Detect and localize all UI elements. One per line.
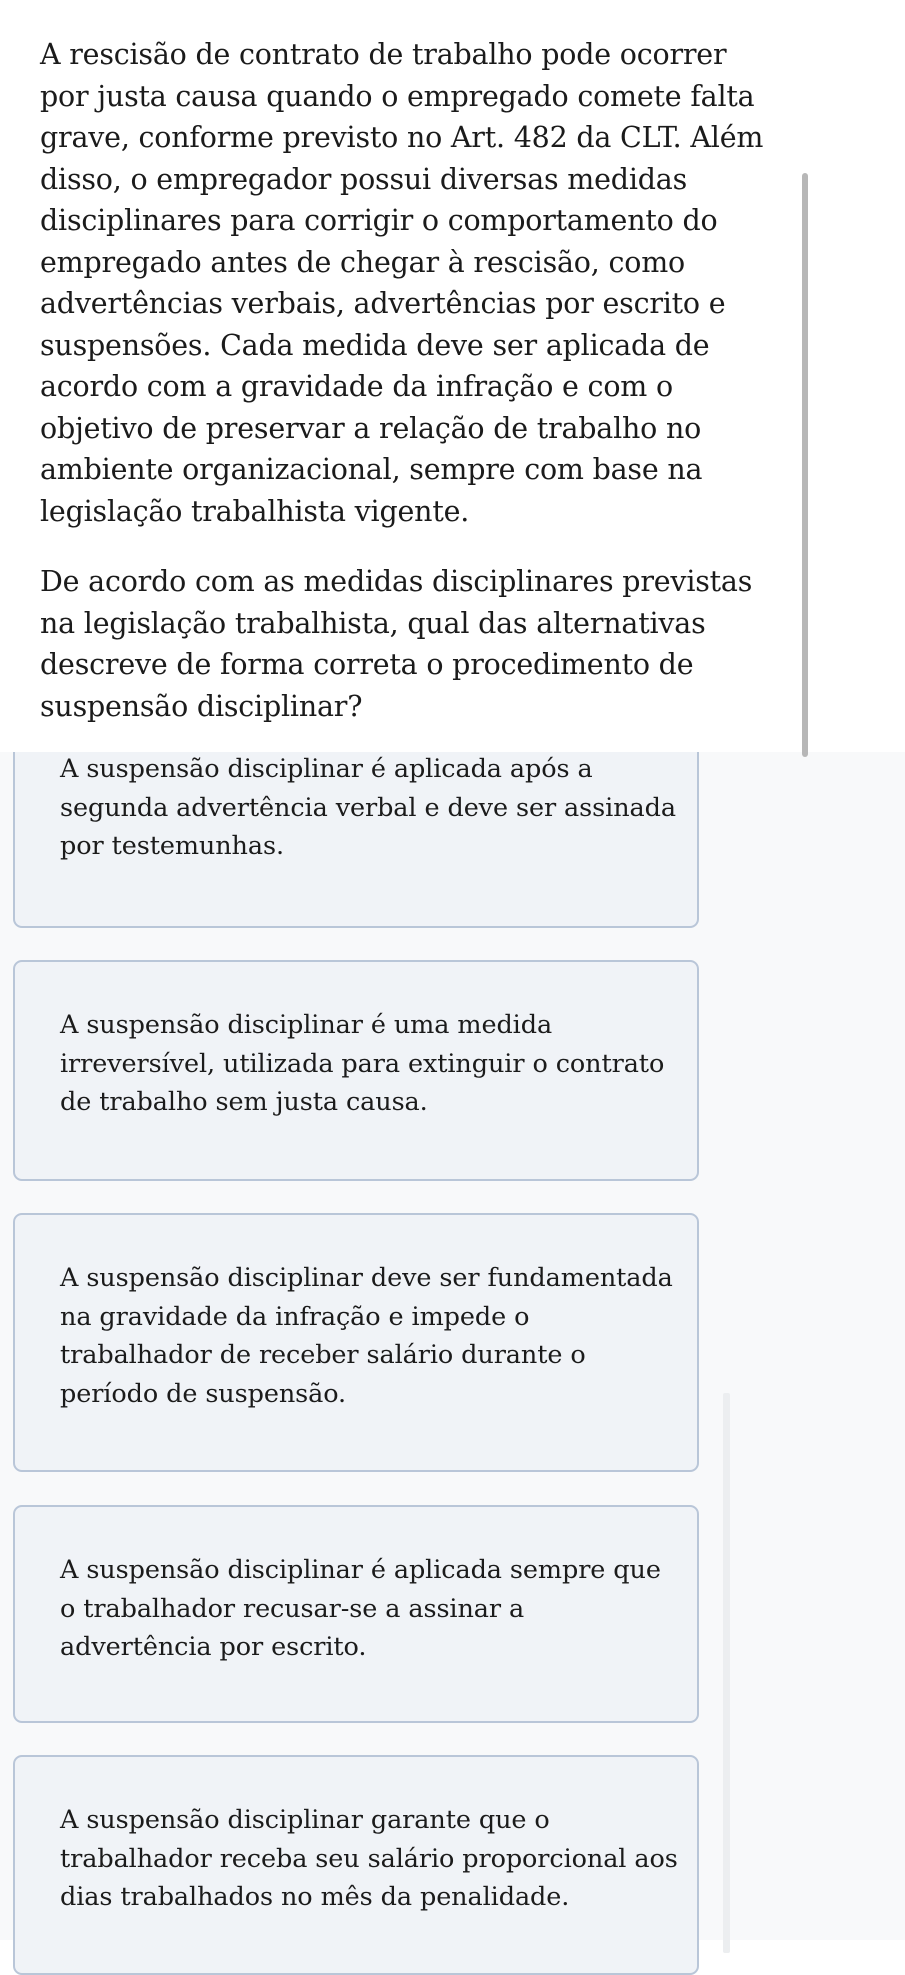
answer-option-b[interactable] — [13, 960, 699, 1181]
question-prompt: De acordo com as medidas disciplinares previstas na legislação trabalhista, qual das alternativas descreve de forma correta o procedimento de suspensão disciplinar? — [40, 565, 753, 723]
page-scrollbar[interactable] — [723, 1393, 730, 1953]
answer-option-c[interactable] — [13, 1213, 699, 1472]
question-scrollbar[interactable] — [802, 173, 808, 757]
answer-option-text: A suspensão disciplinar deve ser fundamentada na gravidade da infração e impede o trabalhador de receber salário durante o período de suspensão. — [60, 1263, 673, 1409]
answer-option-d[interactable] — [13, 1505, 699, 1723]
answer-option-text: A suspensão disciplinar garante que o trabalhador receba seu salário proporcional aos dias trabalhados no mês da penalidade. — [60, 1805, 678, 1912]
question-context: A rescisão de contrato de trabalho pode ocorrer por justa causa quando o empregado comete falta grave, conforme previsto no Art. 482 da CLT. Além disso, o empregador possui diversas medidas disciplinares para corrigir o comportamento do empregado antes de chegar à rescisão, como advertências verbais, advertências por escrito e suspensões. Cada medida deve ser aplicada de acordo com a gravidade da infração e com o objetivo de preservar a relação de trabalho no ambiente organizacional, sempre com base na legislação trabalhista vigente. — [40, 38, 764, 528]
answer-option-a[interactable] — [13, 740, 699, 928]
question-panel — [0, 0, 905, 752]
answer-option-text: A suspensão disciplinar é aplicada após a segunda advertência verbal e deve ser assinada por testemunhas. — [60, 754, 676, 861]
answer-option-e[interactable] — [13, 1755, 699, 1975]
answer-option-text: A suspensão disciplinar é uma medida irreversível, utilizada para extinguir o contrato de trabalho sem justa causa. — [60, 1010, 665, 1117]
answer-option-text: A suspensão disciplinar é aplicada sempre que o trabalhador recusar-se a assinar a advertência por escrito. — [60, 1555, 661, 1662]
